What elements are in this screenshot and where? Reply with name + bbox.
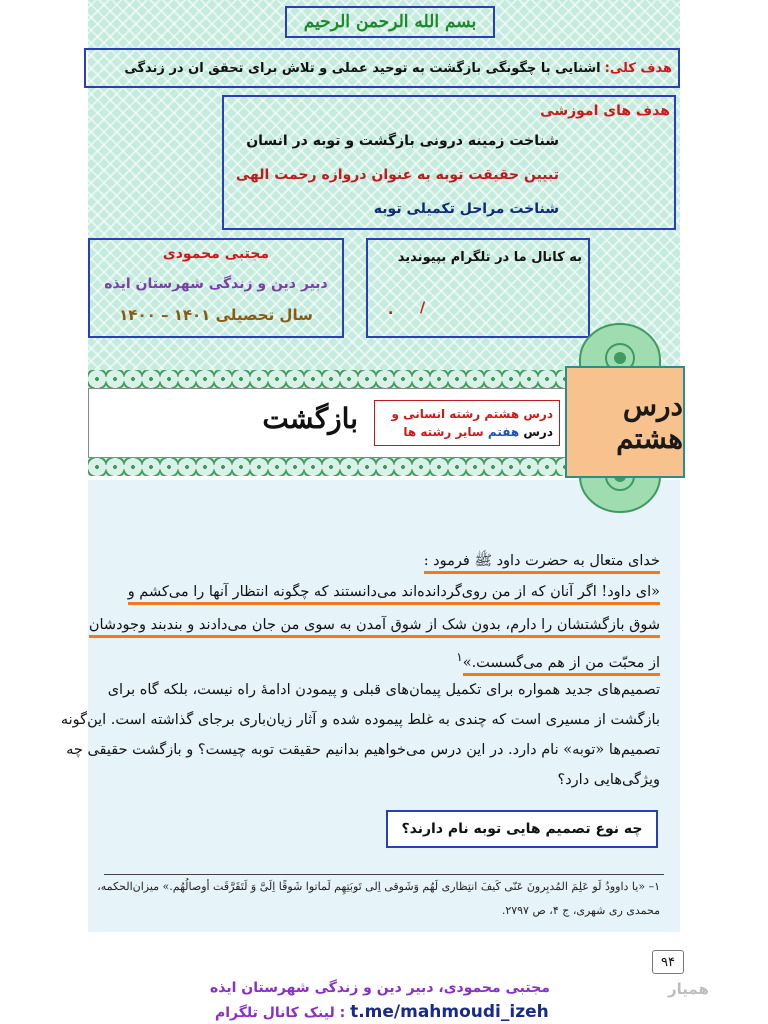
educational-goals-title: هدف های اموزشی	[540, 103, 670, 119]
bismillah-title: بسم الله الرحمن الرحیم	[285, 6, 495, 38]
telegram-box	[366, 238, 590, 338]
footnote-ref: ۱	[456, 650, 463, 664]
body-background	[60, 480, 680, 932]
telegram-mark: /	[420, 300, 426, 316]
paragraph-line: ویژگی‌هایی دارد؟	[557, 772, 660, 788]
educational-goal-item: شناخت زمینه درونی بازگشت و توبه در انسان	[246, 133, 559, 149]
quote-line: «ای داود! اگر آنان که از من روی‌گردانده‌اند می‌دانستند که چگونه انتظار آنها را می‌کشم و	[128, 584, 660, 605]
page-number: ۹۴	[652, 950, 684, 974]
educational-goal-item: تبیین حقیقت توبه به عنوان دروازه رحمت الهی	[235, 167, 559, 183]
lesson-tag-text: درس هشتم	[484, 407, 553, 421]
general-goal-label: هدف کلی:	[604, 60, 672, 76]
lesson-title: بازگشت	[262, 402, 358, 435]
lesson-tag-text: درس	[523, 425, 553, 439]
quote-line: شوق بازگشتشان را دارم، بدون شک از شوق آمدن به سوی من جان می‌دادند و بندبند وجودشان	[89, 617, 660, 638]
paragraph-line: تصمیم‌ها «توبه» نام دارد. در این درس می‌خواهیم بدانیم حقیقت توبه چیست؟ و بازگشت حقیقی چه	[66, 742, 660, 758]
quote-line: از محبّت من از هم می‌گسست.»	[463, 655, 660, 676]
footnote-line: ۱– «یا داوودُ لَو عَلِمَ المُدبِرونَ عَنّی کَیفَ انتِظاری لَهُم وَشَوقی اِلی تَوبَتِهِم لَماتوا شَوقًا اِلَیَّ وَ لَتَقَرَّقَت أوصالُهُم.» میزان‌الحکمه،	[97, 880, 660, 893]
lesson-number-badge: درس هشتم	[565, 366, 685, 478]
ornament-band-bottom	[88, 458, 566, 476]
academic-year: سال تحصیلی ۱۴۰۱ – ۱۴۰۰	[119, 306, 313, 324]
general-goal-text: اشنایی با چگونگی بازگشت به توحید عملی و تلاش برای تحقق ان در زندگی	[124, 60, 601, 76]
paragraph-line: بازگشت از مسیری است که چندی به غلط پیموده شده و آثار زیان‌باری برجای گذاشته است. این‌گونه	[60, 712, 660, 728]
educational-goals-box	[222, 95, 676, 230]
lesson-tag-text: سایر رشته ها	[403, 425, 484, 439]
telegram-invite-text: به کانال ما در تلگرام بپیوندید	[397, 250, 582, 265]
author-box	[88, 238, 344, 338]
footer-author-line: مجتبی محمودی، دبیر دین و زندگی شهرستان ایذه	[210, 980, 550, 996]
hamyar-watermark: همیار	[668, 980, 709, 998]
author-job: دبیر دین و زندگی شهرستان ایذه	[104, 276, 328, 292]
footer-telegram-line	[215, 1002, 549, 1022]
general-goal-box	[84, 48, 680, 88]
footnote-line: محمدی ری شهری، ج ۴، ص ۲۷۹۷.	[501, 904, 660, 917]
lesson-tag-text: هفتم	[487, 425, 520, 439]
body-intro: خدای متعال به حضرت داود ﷺ فرمود :	[424, 553, 660, 574]
question-box: چه نوع تصمیم هایی توبه نام دارند؟	[386, 810, 658, 848]
lesson-tag-box	[374, 400, 560, 446]
footnote-divider	[104, 874, 664, 875]
paragraph-line: تصمیم‌های جدید همواره برای تکمیل پیمان‌های قبلی و پیمودن ادامهٔ راه نیست، بلکه گاه برای	[107, 682, 660, 698]
telegram-link-label: : لینک کانال تلگرام	[215, 1005, 346, 1021]
ornament-band-top	[88, 370, 566, 388]
educational-goal-item: شناخت مراحل تکمیلی توبه	[373, 201, 559, 217]
telegram-mark: .	[388, 302, 394, 318]
author-name: مجتبی محمودی	[162, 246, 270, 262]
telegram-link[interactable]: t.me/mahmoudi_izeh	[350, 1002, 549, 1022]
lesson-tag-text: رشته انسانی و	[391, 407, 481, 421]
